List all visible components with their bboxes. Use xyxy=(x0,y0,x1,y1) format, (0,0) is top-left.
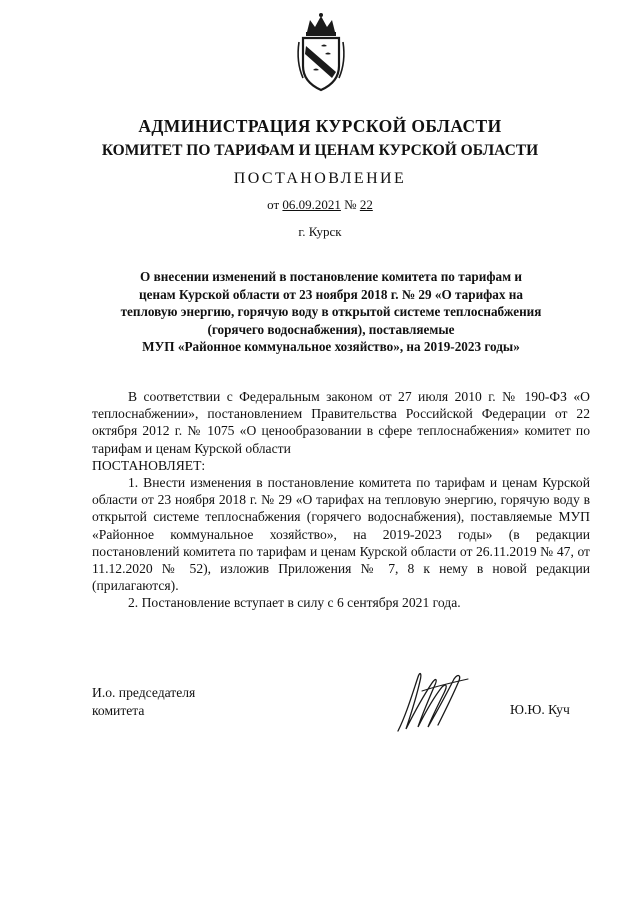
number-sign: № xyxy=(344,197,357,212)
signer-position-line1: И.о. председателя xyxy=(92,685,196,700)
document-body xyxy=(92,388,590,612)
date-prefix: от xyxy=(267,197,280,212)
resolves-heading: ПОСТАНОВЛЯЕТ: xyxy=(92,457,206,473)
document-city: г. Курск xyxy=(298,224,342,239)
administration-title: АДМИНИСТРАЦИЯ КУРСКОЙ ОБЛАСТИ xyxy=(138,116,502,136)
kursk-coat-of-arms-icon xyxy=(295,12,347,94)
subject-line: (горячего водоснабжения), поставляемые xyxy=(207,321,455,337)
signer-name: Ю.Ю. Куч xyxy=(510,702,570,717)
subject-line: МУП «Районное коммунальное хозяйство», на 2019-2023 годы» xyxy=(142,339,520,354)
subject-line: тепловую энергию, горячую воду в открытой системе теплоснабжения xyxy=(120,304,542,319)
document-date: 06.09.2021 xyxy=(282,197,341,212)
document-type: ПОСТАНОВЛЕНИЕ xyxy=(233,170,407,187)
subject-line: ценам Курской области от 23 ноября 2018 г. № 29 «О тарифах на xyxy=(139,286,523,302)
subject-line: О внесении изменений в постановление комитета по тарифам и xyxy=(140,269,522,284)
handwritten-signature-icon xyxy=(392,665,474,737)
preamble-paragraph: В соответствии с Федеральным законом от 27 июля 2010 г. № 190-ФЗ «О теплоснабжении», постановлением Правительства Российской Федерации от 22 октября 2012 г. № 1075 «О ценообразовании в сфере теплоснабжения» комитет по тарифам и ценам Курской области xyxy=(92,389,590,456)
document-number: 22 xyxy=(359,197,373,212)
signer-position-line2: комитета xyxy=(92,703,145,718)
item-2-paragraph: 2. Постановление вступает в силу с 6 сентября 2021 года. xyxy=(128,595,461,611)
item-1-paragraph: 1. Внести изменения в постановление комитета по тарифам и ценам Курской области от 23 ноября 2018 г. № 29 «О тарифах на тепловую энергию, горячую воду в открытой системе теплоснабжения (горячего водоснабжения), поставляемые МУП «Районное коммунальное хозяйство», на 2019-2023 годы» (в редакции постановлений комитета по тарифам и ценам Курской области от 26.11.2019 № 47, от 11.12.2020 № 52), изложив Приложения № 7, 8 к нему в новой редакции (прилагаются). xyxy=(92,475,590,594)
document-subject xyxy=(84,268,578,356)
committee-title: КОМИТЕТ ПО ТАРИФАМ И ЦЕНАМ КУРСКОЙ ОБЛАСТИ xyxy=(101,142,539,159)
signer-position xyxy=(92,684,195,720)
document-date-number xyxy=(0,197,640,213)
